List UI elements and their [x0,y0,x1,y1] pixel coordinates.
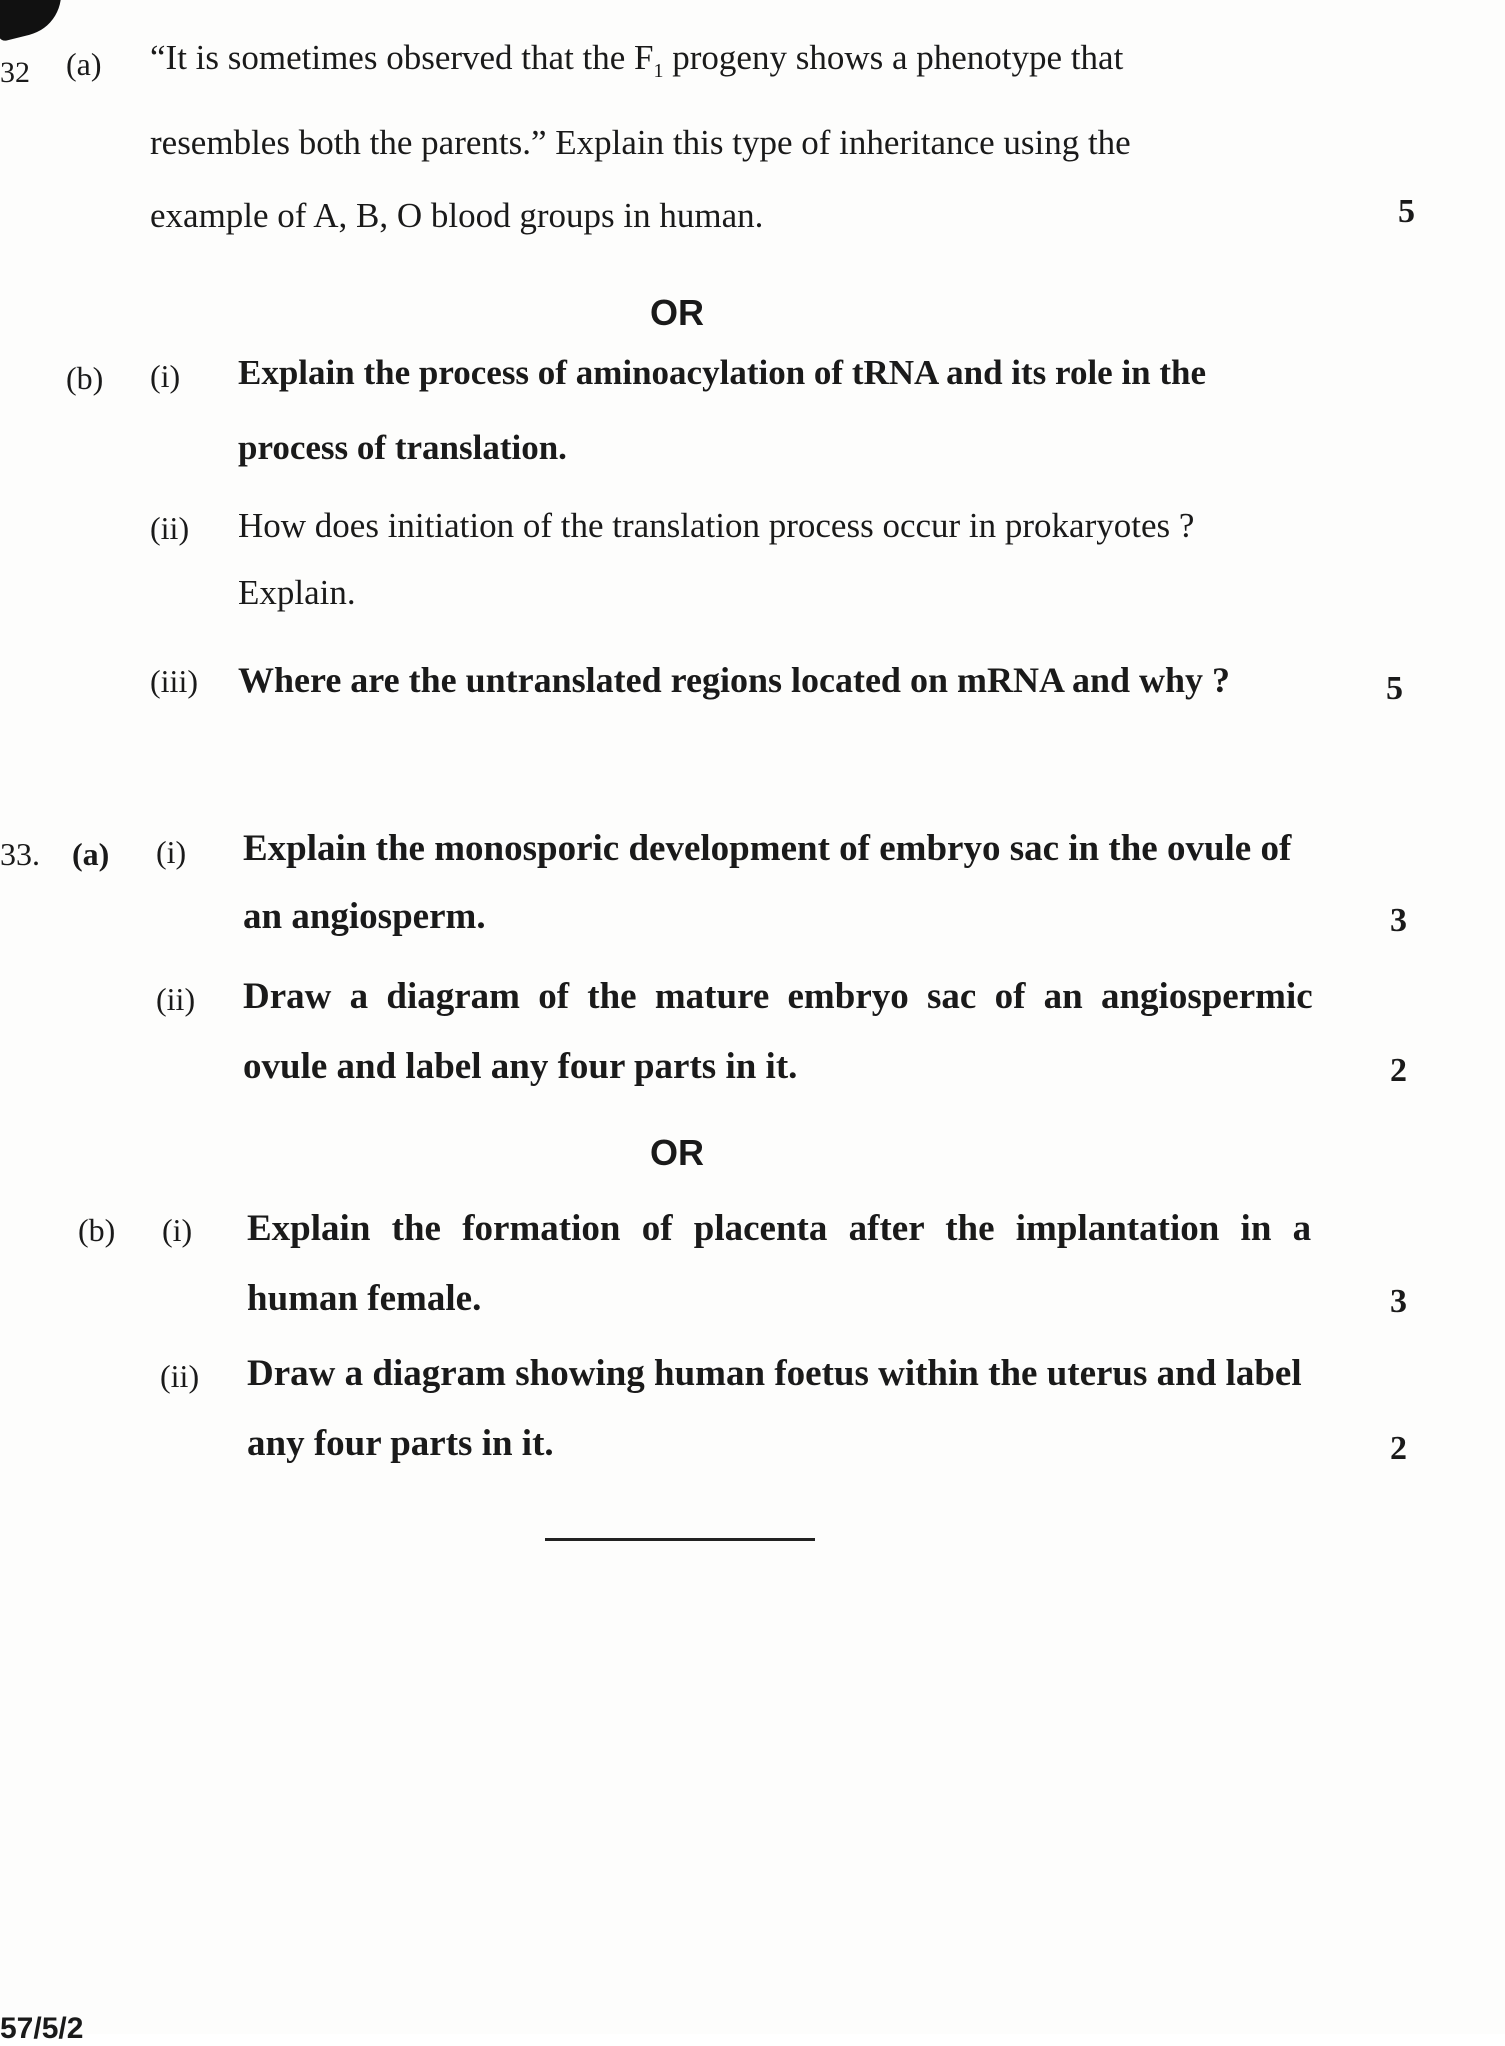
q32-b-ii-label: (ii) [150,510,190,546]
q33-a-ii-marks: 2 [1390,1052,1407,1089]
q33-b-ii-marks: 2 [1390,1430,1407,1467]
question-number-33: 33. [0,836,40,872]
q32-b-iii-line1: Where are the untranslated regions located on mRNA and why ? [238,660,1231,700]
q32-a-marks: 5 [1398,193,1415,230]
subscript-1: 1 [653,60,664,82]
q32-a-line1: “It is sometimes observed that the $F_1$ progeny shows a phenotype that [150,38,1124,82]
q33-a-ii-line1: Draw a diagram of the mature embryo sac of an angiospermic [243,976,1313,1017]
q33-b-i-marks: 3 [1390,1283,1407,1320]
q32-b-i-line1: Explain the process of aminoacylation of tRNA and its role in the [238,353,1207,392]
q33-b-i-line2: human female. [247,1278,482,1319]
q33-or-separator: OR [650,1132,704,1173]
q33-a-i-marks: 3 [1390,902,1407,939]
q33-a-ii-label: (ii) [156,981,196,1017]
q32-b-i-line2: process of translation. [238,428,567,467]
q33-a-ii-line2: ovule and label any four parts in it. [243,1046,798,1087]
q32-b-i-label: (i) [150,358,181,394]
q33-b-ii-line1: Draw a diagram showing human foetus within the uterus and label [247,1353,1302,1394]
q32-a-line2: resembles both the parents.” Explain this type of inheritance using the [150,123,1131,162]
ink-blot [0,0,70,42]
q33-a-label: (a) [72,836,110,872]
q32-b-iii-label: (iii) [150,663,198,699]
q32-a-label: (a) [66,46,102,82]
q33-b-label: (b) [78,1212,116,1248]
q32-b-label: (b) [66,360,104,396]
q33-b-i-label: (i) [162,1212,193,1248]
q32-b-marks: 5 [1386,670,1403,707]
q33-a-i-label: (i) [156,834,187,870]
q33-b-ii-line2: any four parts in it. [247,1423,554,1464]
q33-b-ii-label: (ii) [160,1358,200,1394]
q33-b-i-line1: Explain the formation of placenta after the implantation in a [247,1208,1312,1249]
q32-b-ii-line1: How does initiation of the translation process occur in prokaryotes ? [238,506,1195,545]
end-rule [545,1538,815,1541]
q33-a-i-line1: Explain the monosporic development of embryo sac in the ovule of [243,828,1292,869]
paper-code: 57/5/2 [0,2012,84,2045]
q32-or-separator: OR [650,292,704,333]
question-number-32: 32 [0,56,30,89]
q33-a-i-line2: an angiosperm. [243,896,486,937]
q32-b-ii-line2: Explain. [238,573,356,612]
q32-a-line3: example of A, B, O blood groups in human. [150,196,764,235]
